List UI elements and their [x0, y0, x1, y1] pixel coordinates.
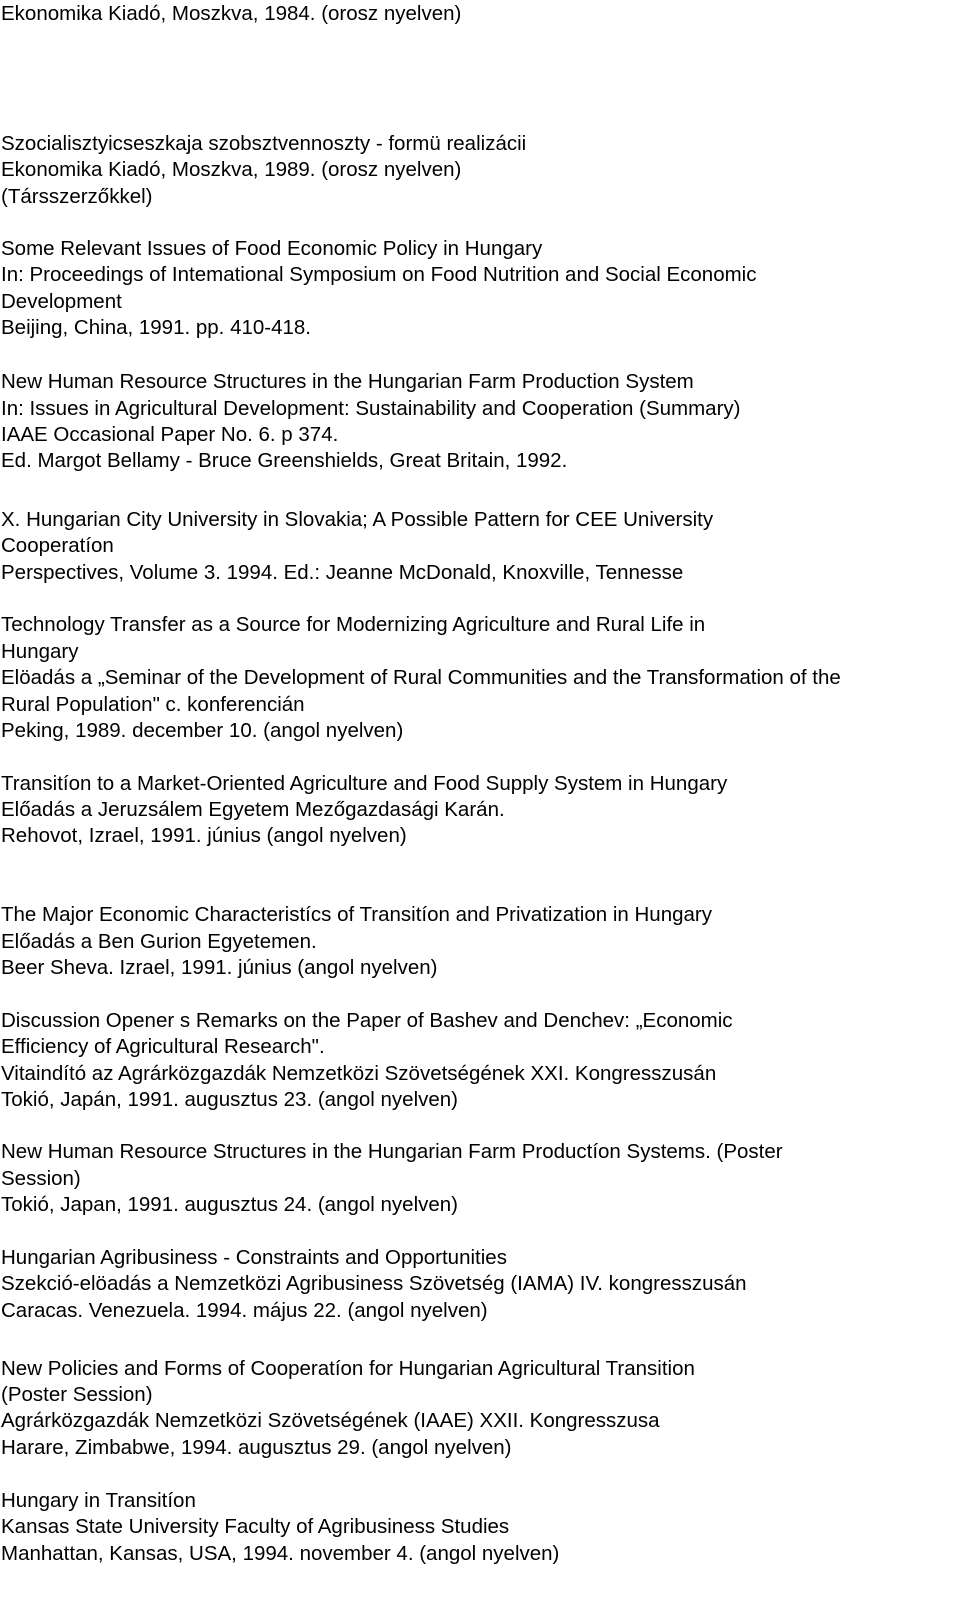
entry-3-line-2: IAAE Occasional Paper No. 6. p 374.: [1, 423, 339, 446]
entry-5-line-3: Rural Population" c. konferencián: [1, 693, 305, 716]
entry-9-line-2: Tokió, Japan, 1991. augusztus 24. (angol nyelven): [1, 1193, 458, 1216]
entry-12-line-1: Kansas State University Faculty of Agribusiness Studies: [1, 1515, 510, 1538]
entry-9-line-1: Session): [1, 1167, 81, 1190]
entry-10-line-0: Hungarian Agribusiness - Constraints and Opportunities: [1, 1246, 507, 1269]
entry-1-line-2: (Társszerzőkkel): [1, 185, 153, 208]
entry-10-line-2: Caracas. Venezuela. 1994. május 22. (angol nyelven): [1, 1299, 488, 1322]
entry-5-line-0: Technology Transfer as a Source for Modernizing Agriculture and Rural Life in: [1, 613, 706, 636]
entry-3-line-1: In: Issues in Agricultural Development: Sustainability and Cooperation (Summary): [1, 397, 741, 420]
entry-0-line-0: Ekonomika Kiadó, Moszkva, 1984. (orosz nyelven): [1, 2, 462, 25]
entry-6-line-2: Rehovot, Izrael, 1991. június (angol nyelven): [1, 824, 407, 847]
entry-6-line-0: Transitíon to a Market-Oriented Agriculture and Food Supply System in Hungary: [1, 772, 728, 795]
entry-4-line-1: Cooperatíon: [1, 534, 114, 557]
entry-8-line-3: Tokió, Japán, 1991. augusztus 23. (angol nyelven): [1, 1088, 458, 1111]
entry-11-line-0: New Policies and Forms of Cooperatíon for Hungarian Agricultural Transition: [1, 1357, 695, 1380]
entry-8-line-2: Vitaindító az Agrárközgazdák Nemzetközi Szövetségének XXI. Kongresszusán: [1, 1062, 717, 1085]
entry-8-line-0: Discussion Opener s Remarks on the Paper of Bashev and Denchev: „Economic: [1, 1009, 733, 1032]
entry-1-line-1: Ekonomika Kiadó, Moszkva, 1989. (orosz nyelven): [1, 158, 462, 181]
entry-5-line-1: Hungary: [1, 640, 79, 663]
entry-11-line-3: Harare, Zimbabwe, 1994. augusztus 29. (angol nyelven): [1, 1436, 512, 1459]
entry-8-line-1: Efficiency of Agricultural Research".: [1, 1035, 325, 1058]
entry-2-line-3: Beijing, China, 1991. pp. 410-418.: [1, 316, 312, 339]
entry-6-line-1: Előadás a Jeruzsálem Egyetem Mezőgazdasági Karán.: [1, 798, 505, 821]
entry-4-line-2: Perspectives, Volume 3. 1994. Ed.: Jeanne McDonald, Knoxville, Tennesse: [1, 561, 684, 584]
entry-11-line-1: (Poster Session): [1, 1383, 153, 1406]
entry-7-line-1: Előadás a Ben Gurion Egyetemen.: [1, 930, 317, 953]
entry-9-line-0: New Human Resource Structures in the Hungarian Farm Productíon Systems. (Poster: [1, 1140, 783, 1163]
entry-2-line-1: In: Proceedings of Intemational Symposium on Food Nutrition and Social Economic: [1, 263, 757, 286]
entry-7-line-2: Beer Sheva. Izrael, 1991. június (angol nyelven): [1, 956, 438, 979]
entry-1-line-0: Szocialisztyicseszkaja szobsztvennoszty - formü realizácii: [1, 132, 527, 155]
entry-4-line-0: X. Hungarian City University in Slovakia; A Possible Pattern for CEE University: [1, 508, 714, 531]
entry-2-line-2: Development: [1, 290, 122, 313]
entry-5-line-4: Peking, 1989. december 10. (angol nyelven): [1, 719, 404, 742]
entry-5-line-2: Elöadás a „Seminar of the Development of Rural Communities and the Transformation of the: [1, 666, 841, 689]
entry-3-line-3: Ed. Margot Bellamy - Bruce Greenshields, Great Britain, 1992.: [1, 449, 568, 472]
entry-2-line-0: Some Relevant Issues of Food Economic Policy in Hungary: [1, 237, 543, 260]
entry-10-line-1: Szekció-elöadás a Nemzetközi Agribusiness Szövetség (IAMA) IV. kongresszusán: [1, 1272, 747, 1295]
entry-7-line-0: The Major Economic Characteristícs of Transitíon and Privatization in Hungary: [1, 903, 712, 926]
entry-11-line-2: Agrárközgazdák Nemzetközi Szövetségének (IAAE) XXII. Kongresszusa: [1, 1409, 660, 1432]
entry-12-line-2: Manhattan, Kansas, USA, 1994. november 4. (angol nyelven): [1, 1542, 560, 1565]
entry-3-line-0: New Human Resource Structures in the Hungarian Farm Production System: [1, 370, 694, 393]
entry-12-line-0: Hungary in Transitíon: [1, 1489, 196, 1512]
